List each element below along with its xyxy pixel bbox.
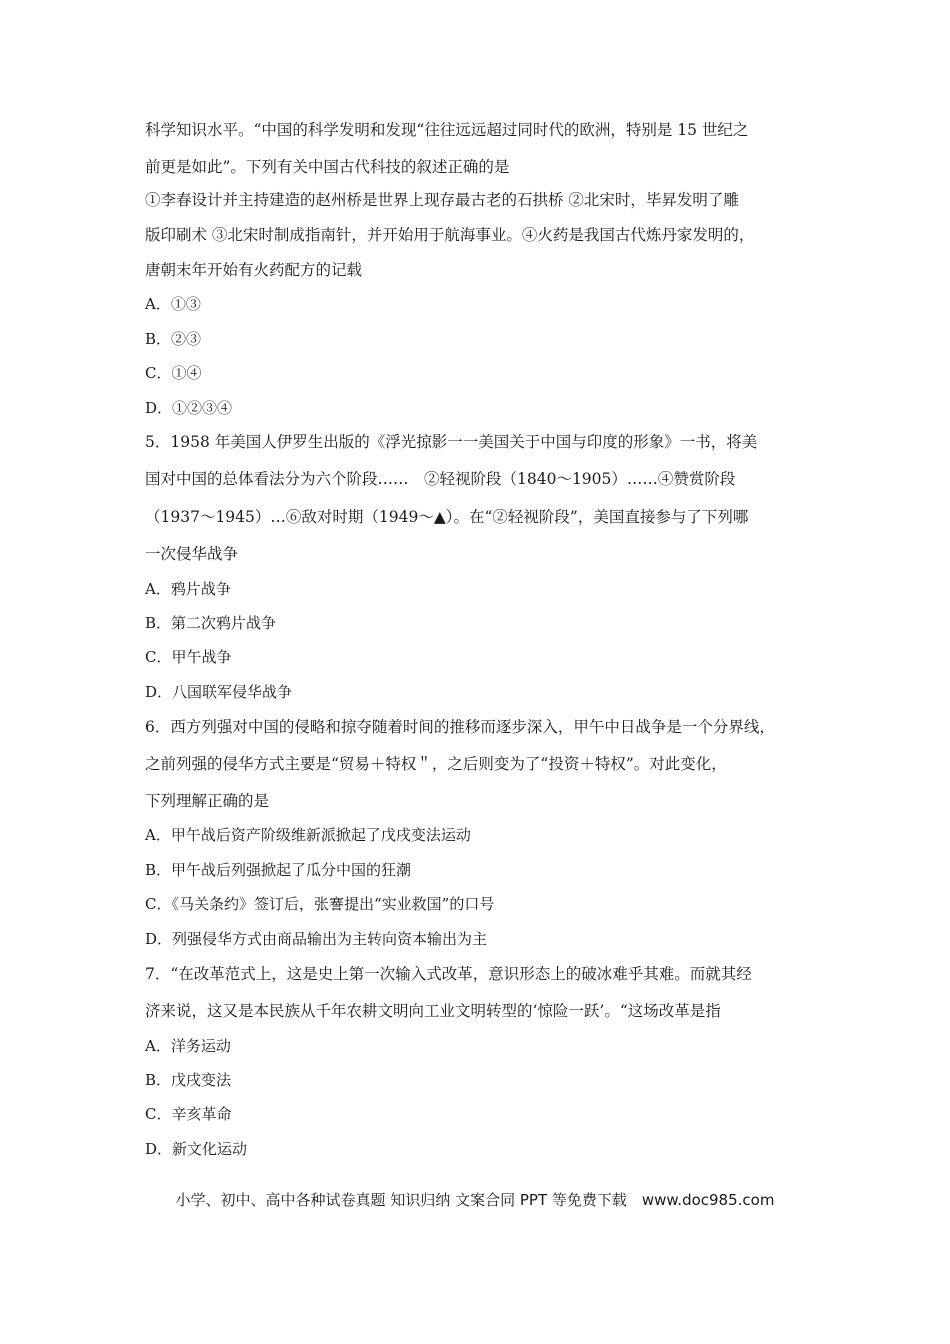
q6-stem-line-3: 下列理解正确的是 (145, 792, 270, 810)
q4-option-a: A．①③ (145, 295, 201, 313)
q4-stem-line-5: 唐朝末年开始有火药配方的记载 (145, 261, 363, 279)
q5-option-d: D．八国联军侵华战争 (145, 683, 293, 701)
page-footer: 小学、初中、高中各种试卷真题 知识归纳 文案合同 PPT 等免费下载 www.doc985.com (175, 1191, 775, 1209)
q7-option-d: D．新文化运动 (145, 1140, 248, 1158)
q6-option-a: A．甲午战后资产阶级维新派掀起了戊戌变法运动 (145, 826, 471, 844)
q7-option-a: A．洋务运动 (145, 1037, 231, 1055)
q5-option-b: B．第二次鸦片战争 (145, 614, 277, 632)
q5-option-c: C．甲午战争 (145, 648, 232, 666)
q6-option-b: B．甲午战后列强掀起了瓜分中国的狂潮 (145, 861, 412, 879)
q7-stem-line-1: 7．“在改革范式上，这是史上第一次输入式改革，意识形态上的破冰难乎其难。而就其经 (145, 965, 752, 983)
q5-stem-line-1: 5．1958 年美国人伊罗生出版的《浮光掠影一一美国关于中国与印度的形象》一书，将美 (145, 433, 758, 451)
q5-stem-line-2: 国对中国的总体看法分为六个阶段…… ②轻视阶段（1840～1905）……④赞赏阶段 (145, 470, 736, 488)
q5-option-a: A．鸦片战争 (145, 580, 231, 598)
q6-option-d: D．列强侵华方式由商品输出为主转向资本输出为主 (145, 930, 488, 948)
q5-stem-line-3: （1937～1945）…⑥敌对时期（1949～▲）。在“②轻视阶段”，美国直接参与了下列哪 (145, 508, 749, 526)
q6-option-c: C．《马关条约》签订后，张謇提出“实业救国”的口号 (145, 895, 495, 913)
q7-option-c: C．辛亥革命 (145, 1105, 232, 1123)
q6-stem-line-2: 之前列强的侵华方式主要是“贸易＋特权＂，之后则变为了“投资＋特权”。对此变化， (145, 755, 727, 773)
q7-option-b: B．戊戌变法 (145, 1071, 232, 1089)
q6-stem-line-1: 6．西方列强对中国的侵略和掠夺随着时间的推移而逐步深入，甲午中日战争是一个分界线， (145, 718, 775, 736)
q4-stem-line-1: 科学知识水平。“中国的科学发明和发现“往往远远超过同时代的欧洲，特别是 15 世纪之 (145, 121, 749, 139)
q4-stem-line-4: 版印刷术 ③北宋时制成指南针，并开始用于航海事业。④火药是我国古代炼丹家发明的， (145, 226, 755, 244)
q4-option-d: D．①②③④ (145, 399, 233, 417)
q4-option-c: C．①④ (145, 364, 202, 382)
q4-stem-line-2: 前更是如此”。下列有关中国古代科技的叙述正确的是 (145, 158, 510, 176)
q7-stem-line-2: 济来说，这又是本民族从千年农耕文明向工业文明转型的‘惊险一跃’。“这场改革是指 (145, 1002, 721, 1020)
q4-stem-line-3: ①李春设计并主持建造的赵州桥是世界上现存最古老的石拱桥 ②北宋时，毕昇发明了雕 (145, 191, 739, 209)
q5-stem-line-4: 一次侵华战争 (145, 545, 239, 563)
q4-option-b: B．②③ (145, 330, 202, 348)
